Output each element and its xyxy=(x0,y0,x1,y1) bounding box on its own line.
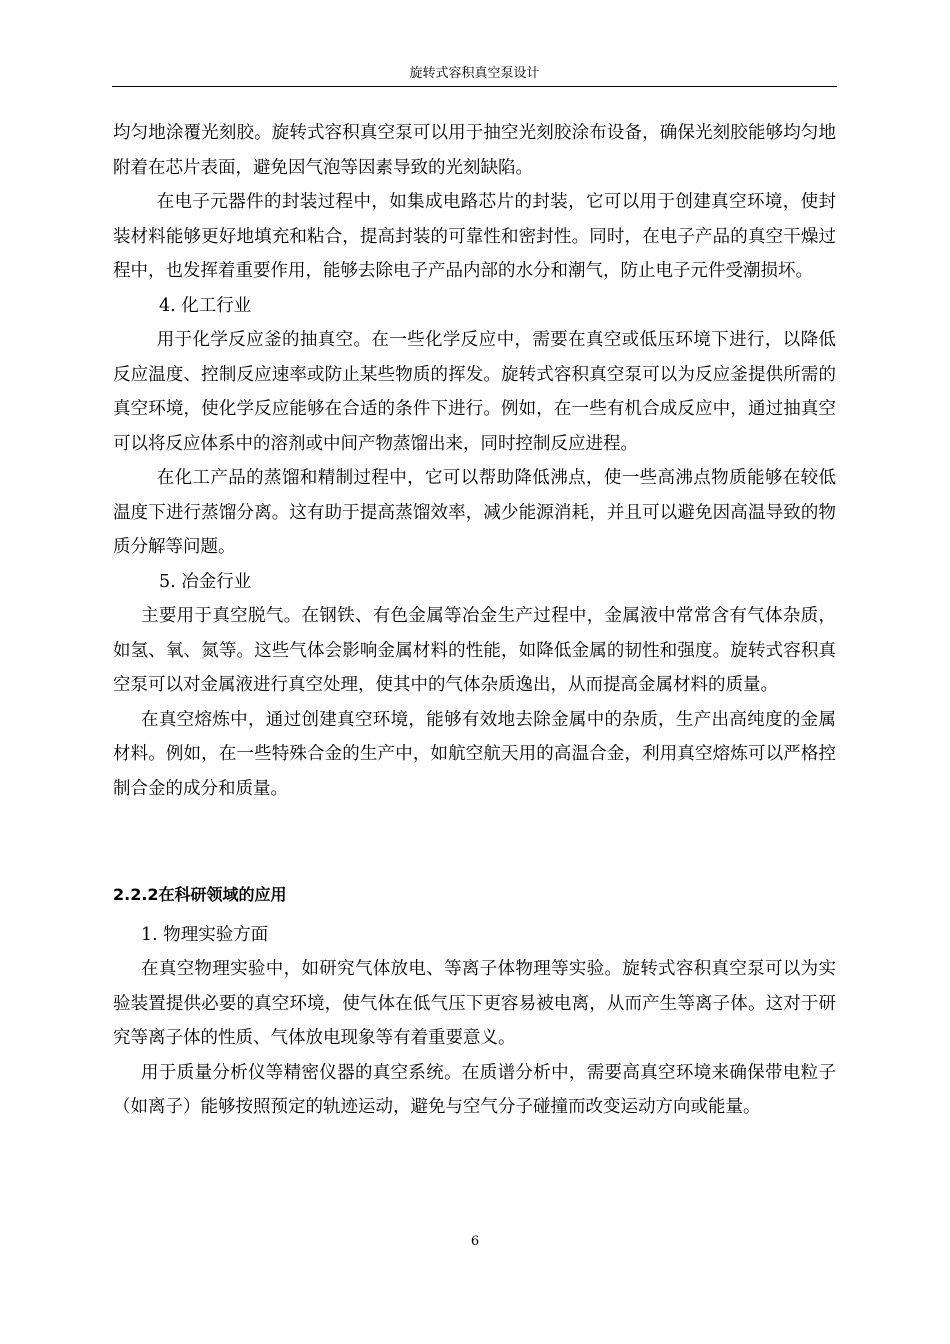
running-header: 旋转式容积真空泵设计 xyxy=(409,66,540,81)
list-item: 4. 化工行业 xyxy=(159,295,252,316)
header-rule xyxy=(112,86,837,87)
paragraph: 在化工产品的蒸馏和精制过程中，它可以帮助降低沸点，使一些高沸点物质能够在较低温度下进行蒸馏分离。这有助于提高蒸馏效率，减少能源消耗，并且可以避免因高温导致的物质分解等问题。 xyxy=(113,468,836,557)
paragraph: 用于化学反应釜的抽真空。在一些化学反应中，需要在真空或低压环境下进行，以降低反应温度、控制反应速率或防止某些物质的挥发。旋转式容积真空泵可以为反应釜提供所需的真空环境，使化学反应能够在合适的条件下进行。例如，在一些有机合成反应中，通过抽真空可以将反应体系中的溶剂或中间产物蒸馏出来，同时控制反应进程。 xyxy=(113,330,836,454)
paragraph: 在电子元器件的封装过程中，如集成电路芯片的封装，它可以用于创建真空环境，使封装材料能够更好地填充和粘合，提高封装的可靠性和密封性。同时，在电子产品的真空干燥过程中，也发挥着重要作用，能够去除电子产品内部的水分和潮气，防止电子元件受潮损坏。 xyxy=(113,192,836,281)
list-item: 5. 冶金行业 xyxy=(159,571,252,592)
paragraph: 用于质量分析仪等精密仪器的真空系统。在质谱分析中，需要高真空环境来确保带电粒子（如离子）能够按照预定的轨迹运动，避免与空气分子碰撞而改变运动方向或能量。 xyxy=(113,1062,836,1117)
paragraph: 主要用于真空脱气。在钢铁、有色金属等冶金生产过程中，金属液中常常含有气体杂质，如氢、氧、氮等。这些气体会影响金属材料的性能，如降低金属的韧性和强度。旋转式容积真空泵可以对金属液进行真空处理，使其中的气体杂质逸出，从而提高金属材料的质量。 xyxy=(113,606,836,695)
paragraph: 均匀地涂覆光刻胶。旋转式容积真空泵可以用于抽空光刻胶涂布设备，确保光刻胶能够均匀地附着在芯片表面，避免因气泡等因素导致的光刻缺陷。 xyxy=(113,123,836,178)
paragraph: 在真空物理实验中，如研究气体放电、等离子体物理等实验。旋转式容积真空泵可以为实验装置提供必要的真空环境，使气体在低气压下更容易被电离，从而产生等离子体。这对于研究等离子体的性质、气体放电现象等有着重要意义。 xyxy=(113,959,836,1048)
paragraph: 在真空熔炼中，通过创建真空环境，能够有效地去除金属中的杂质，生产出高纯度的金属材料。例如，在一些特殊合金的生产中，如航空航天用的高温合金，利用真空熔炼可以严格控制合金的成分和质量。 xyxy=(113,709,836,799)
page-body xyxy=(113,116,836,1125)
page-number: 6 xyxy=(470,1234,480,1249)
section-heading: 2.2.2在科研领域的应用 xyxy=(113,885,287,904)
list-item: 1. 物理实验方面 xyxy=(141,924,269,945)
